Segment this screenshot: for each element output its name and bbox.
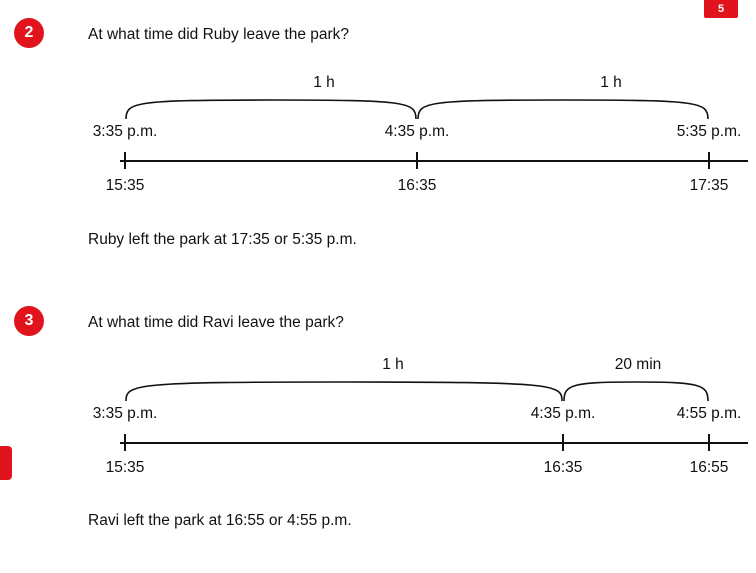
jump-label: 1 h	[382, 356, 404, 373]
time-label-bottom: 16:55	[689, 459, 729, 476]
number-line-diagram	[88, 354, 748, 494]
axis-tick	[708, 152, 710, 169]
time-label-top: 5:35 p.m.	[676, 123, 742, 140]
jump-arc	[417, 98, 709, 120]
axis-tick	[416, 152, 418, 169]
axis-tick	[562, 434, 564, 451]
question-block	[0, 290, 756, 570]
time-label-bottom: 15:35	[105, 459, 145, 476]
jump-arc	[125, 380, 563, 402]
question-answer: Ruby left the park at 17:35 or 5:35 p.m.	[88, 231, 357, 248]
question-number-label: 3	[24, 312, 34, 329]
number-line-axis	[120, 442, 748, 444]
number-line-axis	[120, 160, 748, 162]
axis-tick	[124, 152, 126, 169]
question-number-label: 2	[24, 24, 34, 41]
time-label-top: 4:55 p.m.	[676, 405, 742, 422]
page-corner-tab-label: 5	[717, 3, 725, 15]
jump-label: 1 h	[600, 74, 622, 91]
time-label-top: 3:35 p.m.	[92, 405, 158, 422]
axis-tick	[124, 434, 126, 451]
question-prompt: At what time did Ruby leave the park?	[88, 26, 350, 43]
time-label-bottom: 16:35	[397, 177, 437, 194]
question-number-badge	[14, 18, 44, 48]
time-label-top: 3:35 p.m.	[92, 123, 158, 140]
jump-arc	[125, 98, 417, 120]
time-label-bottom: 16:35	[543, 459, 583, 476]
question-number-badge	[14, 306, 44, 336]
jump-label: 20 min	[614, 356, 662, 373]
jump-label: 1 h	[313, 74, 335, 91]
time-label-bottom: 15:35	[105, 177, 145, 194]
axis-tick	[708, 434, 710, 451]
question-prompt: At what time did Ravi leave the park?	[88, 314, 344, 331]
time-label-bottom: 17:35	[689, 177, 729, 194]
time-label-top: 4:35 p.m.	[384, 123, 450, 140]
number-line-diagram	[88, 68, 748, 208]
time-label-top: 4:35 p.m.	[530, 405, 596, 422]
question-answer: Ravi left the park at 16:55 or 4:55 p.m.	[88, 512, 352, 529]
jump-arc	[563, 380, 709, 402]
